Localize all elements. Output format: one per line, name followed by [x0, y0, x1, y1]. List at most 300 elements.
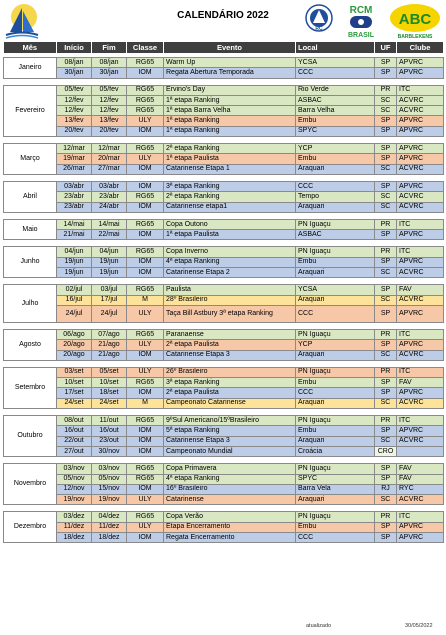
cell-club: ACVRC — [397, 192, 444, 202]
table-row — [4, 68, 444, 78]
month-spacer — [4, 78, 444, 85]
cell-local: PN Iguaçu — [296, 416, 375, 426]
cell-uf: SP — [375, 378, 397, 388]
cell-club: APVRC — [397, 305, 444, 322]
cell-uf: PR — [375, 367, 397, 377]
cell-end: 14/mai — [92, 219, 127, 229]
cell-club: ACVRC — [397, 268, 444, 278]
cell-uf: PR — [375, 416, 397, 426]
cell-event: Catarinense etapa1 — [164, 202, 296, 212]
month-spacer — [4, 212, 444, 219]
cell-start: 23/abr — [57, 192, 92, 202]
cell-uf: SP — [375, 116, 397, 126]
cell-end: 12/fev — [92, 95, 127, 105]
cell-end: 24/abr — [92, 202, 127, 212]
cell-uf: SP — [375, 181, 397, 191]
cell-end: 30/nov — [92, 446, 127, 456]
cell-class: IOM — [127, 388, 164, 398]
cell-event: Paulista — [164, 285, 296, 295]
cell-start: 05/fev — [57, 85, 92, 95]
cell-local: Araquari — [296, 268, 375, 278]
cell-event: 1ª etapa Ranking — [164, 95, 296, 105]
cell-club: APVRC — [397, 144, 444, 154]
table-row — [4, 484, 444, 494]
cell-start: 12/mar — [57, 144, 92, 154]
cell-club: APVRC — [397, 532, 444, 542]
cell-event: Copa Outono — [164, 219, 296, 229]
cell-local: Embu — [296, 116, 375, 126]
cell-class: RG65 — [127, 219, 164, 229]
table-row — [4, 367, 444, 377]
cell-end: 21/ago — [92, 350, 127, 360]
cell-local: ASBAC — [296, 230, 375, 240]
footer-updated-label: atualizado — [306, 623, 332, 629]
cell-end: 30/jan — [92, 68, 127, 78]
table-row — [4, 522, 444, 532]
cell-club: FAV — [397, 464, 444, 474]
cell-uf: SC — [375, 350, 397, 360]
cell-start: 20/ago — [57, 350, 92, 360]
cell-event: 3ª etapa Ranking — [164, 378, 296, 388]
cell-event: 28º Brasileiro — [164, 295, 296, 305]
cell-club: ACVRC — [397, 495, 444, 505]
cell-club: APVRC — [397, 426, 444, 436]
cell-class: IOM — [127, 230, 164, 240]
month-cell: Janeiro — [4, 58, 57, 79]
cell-event: Copa Primavera — [164, 464, 296, 474]
cell-uf: SC — [375, 295, 397, 305]
cell-event: 2ª etapa Paulista — [164, 388, 296, 398]
svg-text:RCM: RCM — [349, 5, 373, 16]
cell-start: 03/set — [57, 367, 92, 377]
cell-local: Embu — [296, 378, 375, 388]
table-row — [4, 378, 444, 388]
cell-end: 23/out — [92, 436, 127, 446]
cell-uf: SC — [375, 436, 397, 446]
table-row — [4, 305, 444, 322]
cell-uf: SP — [375, 340, 397, 350]
table-row — [4, 268, 444, 278]
cell-club: APVRC — [397, 388, 444, 398]
table-row — [4, 116, 444, 126]
cell-end: 04/dez — [92, 512, 127, 522]
table-row — [4, 106, 444, 116]
cell-start: 18/dez — [57, 532, 92, 542]
cell-class: IOM — [127, 436, 164, 446]
cell-local: Araquari — [296, 436, 375, 446]
cell-club: ITC — [397, 329, 444, 339]
cell-local: Araquari — [296, 495, 375, 505]
cell-club — [397, 446, 444, 456]
cell-start: 23/abr — [57, 202, 92, 212]
table-row — [4, 164, 444, 174]
cell-class: RG65 — [127, 58, 164, 68]
month-spacer — [4, 240, 444, 247]
cell-local: YCSA — [296, 58, 375, 68]
cell-event: Taça Bill Astbury 3ª etapa Ranking — [164, 305, 296, 322]
table-row — [4, 512, 444, 522]
table-row — [4, 95, 444, 105]
cell-class: M — [127, 295, 164, 305]
cell-local: Araquari — [296, 164, 375, 174]
cell-local: Araquari — [296, 295, 375, 305]
cell-local: Embu — [296, 154, 375, 164]
cell-local: YCP — [296, 144, 375, 154]
cell-start: 16/out — [57, 426, 92, 436]
cell-uf: PR — [375, 512, 397, 522]
cell-end: 18/dez — [92, 532, 127, 542]
svg-text:BRASIL: BRASIL — [347, 32, 375, 39]
cell-event: Campeonato Mundial — [164, 446, 296, 456]
cell-local: Tempo — [296, 192, 375, 202]
month-spacer — [4, 278, 444, 285]
cell-uf: SP — [375, 285, 397, 295]
table-row — [4, 436, 444, 446]
cell-class: RG65 — [127, 512, 164, 522]
cell-event: Etapa Encerramento — [164, 522, 296, 532]
cell-local: ASBAC — [296, 95, 375, 105]
cell-uf: SC — [375, 95, 397, 105]
cell-uf: SP — [375, 305, 397, 322]
cell-end: 12/fev — [92, 106, 127, 116]
table-row — [4, 154, 444, 164]
cell-event: Catarinense Etapa 1 — [164, 164, 296, 174]
cell-class: RG65 — [127, 192, 164, 202]
cell-class: RG65 — [127, 416, 164, 426]
cell-end: 11/dez — [92, 522, 127, 532]
cell-end: 20/mar — [92, 154, 127, 164]
month-cell: Junho — [4, 247, 57, 278]
cell-class: RG65 — [127, 474, 164, 484]
cell-class: ULY — [127, 116, 164, 126]
abc-emblem-icon — [389, 2, 441, 40]
table-row — [4, 426, 444, 436]
cell-local: Rio Verde — [296, 85, 375, 95]
cell-event: 1ª etapa Paulista — [164, 230, 296, 240]
cell-club: APVRC — [397, 181, 444, 191]
table-header-row — [4, 42, 444, 53]
cell-club: ACVRC — [397, 106, 444, 116]
cell-uf: SP — [375, 68, 397, 78]
cell-event: 5ª etapa Ranking — [164, 426, 296, 436]
table-row — [4, 257, 444, 267]
table-row — [4, 144, 444, 154]
cell-start: 12/fev — [57, 106, 92, 116]
month-spacer — [4, 137, 444, 144]
cell-start: 03/abr — [57, 181, 92, 191]
month-cell: Dezembro — [4, 512, 57, 543]
cell-uf: RJ — [375, 484, 397, 494]
cell-class: RG65 — [127, 329, 164, 339]
cell-uf: SP — [375, 388, 397, 398]
month-cell: Fevereiro — [4, 85, 57, 136]
cell-start: 08/jan — [57, 58, 92, 68]
cell-uf: SP — [375, 144, 397, 154]
cell-event: Ervino's Day — [164, 85, 296, 95]
cell-start: 30/jan — [57, 68, 92, 78]
cell-event: Catarinense Etapa 3 — [164, 436, 296, 446]
table-row — [4, 192, 444, 202]
cell-club: APVRC — [397, 340, 444, 350]
cell-start: 19/mar — [57, 154, 92, 164]
cell-local: YCSA — [296, 285, 375, 295]
page-title: CALENDÁRIO 2022 — [177, 10, 269, 21]
month-cell: Maio — [4, 219, 57, 240]
cell-event: 2ª etapa Paulista — [164, 340, 296, 350]
cell-start: 03/dez — [57, 512, 92, 522]
table-row — [4, 532, 444, 542]
cell-event: 1ª etapa Ranking — [164, 126, 296, 136]
cell-event: Catarinense Etapa 3 — [164, 350, 296, 360]
cell-club: APVRC — [397, 126, 444, 136]
cell-club: FAV — [397, 285, 444, 295]
cell-club: APVRC — [397, 58, 444, 68]
cell-start: 20/ago — [57, 340, 92, 350]
cell-end: 16/out — [92, 426, 127, 436]
cell-end: 05/nov — [92, 474, 127, 484]
cell-class: IOM — [127, 350, 164, 360]
cell-uf: PR — [375, 247, 397, 257]
cell-uf: CRO — [375, 446, 397, 456]
header-uf: UF — [375, 42, 397, 53]
table-row — [4, 340, 444, 350]
cell-class: IOM — [127, 68, 164, 78]
cell-local: Araquari — [296, 350, 375, 360]
cell-local: Embu — [296, 257, 375, 267]
cell-end: 20/fev — [92, 126, 127, 136]
cell-start: 20/fev — [57, 126, 92, 136]
cell-club: ITC — [397, 512, 444, 522]
table-row — [4, 495, 444, 505]
brasil-logo — [340, 2, 382, 40]
cell-club: ITC — [397, 367, 444, 377]
cell-class: IOM — [127, 426, 164, 436]
month-cell: Julho — [4, 285, 57, 323]
cell-start: 04/jun — [57, 247, 92, 257]
cell-club: APVRC — [397, 257, 444, 267]
cell-event: Regata Abertura Temporada — [164, 68, 296, 78]
svg-text:ABC: ABC — [398, 11, 432, 28]
footer-updated-date: 30/05/2022 — [405, 623, 433, 629]
cell-end: 24/set — [92, 398, 127, 408]
cell-event: 4ª etapa Ranking — [164, 257, 296, 267]
cell-uf: SP — [375, 522, 397, 532]
cell-uf: SC — [375, 192, 397, 202]
cell-uf: SP — [375, 58, 397, 68]
cell-start: 11/dez — [57, 522, 92, 532]
cell-uf: PR — [375, 219, 397, 229]
month-spacer — [4, 409, 444, 416]
table-row — [4, 202, 444, 212]
month-spacer — [4, 360, 444, 367]
cell-end: 19/nov — [92, 495, 127, 505]
cell-club: ITC — [397, 416, 444, 426]
cell-class: ULY — [127, 305, 164, 322]
cell-local: PN Iguaçu — [296, 512, 375, 522]
cell-end: 08/jan — [92, 58, 127, 68]
table-row — [4, 398, 444, 408]
cell-start: 10/set — [57, 378, 92, 388]
cell-end: 22/mai — [92, 230, 127, 240]
cell-end: 07/ago — [92, 329, 127, 339]
cell-club: ITC — [397, 219, 444, 229]
cell-club: ACVRC — [397, 295, 444, 305]
cell-end: 17/jul — [92, 295, 127, 305]
svg-text:RC: RC — [315, 26, 323, 32]
month-cell: Outubro — [4, 416, 57, 457]
table-row — [4, 126, 444, 136]
cell-end: 19/jun — [92, 268, 127, 278]
cell-start: 14/mai — [57, 219, 92, 229]
cell-club: ACVRC — [397, 350, 444, 360]
cell-club: ACVRC — [397, 95, 444, 105]
cell-local: YCP — [296, 340, 375, 350]
cell-start: 02/jul — [57, 285, 92, 295]
month-spacer — [4, 505, 444, 512]
cell-start: 27/out — [57, 446, 92, 456]
cell-uf: PR — [375, 329, 397, 339]
cell-class: RG65 — [127, 106, 164, 116]
cell-local: Croácia — [296, 446, 375, 456]
cell-class: RG65 — [127, 378, 164, 388]
cell-club: FAV — [397, 474, 444, 484]
cell-class: RG65 — [127, 247, 164, 257]
rc-emblem-icon — [305, 3, 333, 33]
cell-event: 4ª etapa Ranking — [164, 474, 296, 484]
cell-start: 06/ago — [57, 329, 92, 339]
star-emblem-icon — [340, 2, 382, 40]
cell-start: 19/nov — [57, 495, 92, 505]
sailing-club-logo — [4, 2, 40, 40]
cell-club: ITC — [397, 247, 444, 257]
cell-club: ACVRC — [397, 202, 444, 212]
table-row — [4, 388, 444, 398]
header-club: Clube — [397, 42, 444, 53]
month-cell: Setembro — [4, 367, 57, 408]
table-row — [4, 247, 444, 257]
cell-class: IOM — [127, 164, 164, 174]
header-event: Evento — [164, 42, 296, 53]
cell-start: 21/mai — [57, 230, 92, 240]
cell-local: PN Iguaçu — [296, 464, 375, 474]
cell-local: Embu — [296, 426, 375, 436]
cell-class: IOM — [127, 532, 164, 542]
cell-end: 03/nov — [92, 464, 127, 474]
cell-event: Campeonato Catarinense — [164, 398, 296, 408]
table-row — [4, 230, 444, 240]
month-cell: Agosto — [4, 329, 57, 360]
cell-end: 03/jul — [92, 285, 127, 295]
cell-club: ITC — [397, 85, 444, 95]
cell-class: RG65 — [127, 464, 164, 474]
cell-end: 10/set — [92, 378, 127, 388]
cell-club: APVRC — [397, 522, 444, 532]
cell-local: PN Iguaçu — [296, 329, 375, 339]
cell-event: 1ª etapa Barra Velha — [164, 106, 296, 116]
header-class: Classe — [127, 42, 164, 53]
header-local: Local — [296, 42, 375, 53]
cell-end: 21/ago — [92, 340, 127, 350]
cell-end: 03/abr — [92, 181, 127, 191]
cell-class: IOM — [127, 257, 164, 267]
cell-event: 3ª etapa Ranking — [164, 181, 296, 191]
table-row — [4, 416, 444, 426]
rc-logo — [305, 3, 333, 33]
table-row — [4, 446, 444, 456]
cell-start: 19/jun — [57, 257, 92, 267]
month-spacer — [4, 174, 444, 181]
cell-start: 03/nov — [57, 464, 92, 474]
cell-local: Araquari — [296, 202, 375, 212]
cell-class: IOM — [127, 202, 164, 212]
cell-local: Araquari — [296, 398, 375, 408]
cell-start: 13/fev — [57, 116, 92, 126]
cell-club: RYC — [397, 484, 444, 494]
cell-end: 04/jun — [92, 247, 127, 257]
cell-start: 05/nov — [57, 474, 92, 484]
cell-end: 05/set — [92, 367, 127, 377]
cell-end: 19/jun — [92, 257, 127, 267]
cell-uf: SP — [375, 126, 397, 136]
month-spacer — [4, 457, 444, 464]
cell-start: 12/fev — [57, 95, 92, 105]
table-row — [4, 285, 444, 295]
cell-uf: SP — [375, 532, 397, 542]
cell-start: 17/set — [57, 388, 92, 398]
cell-uf: SP — [375, 257, 397, 267]
cell-local: Barra Vela — [296, 484, 375, 494]
cell-class: IOM — [127, 126, 164, 136]
cell-class: IOM — [127, 484, 164, 494]
table-row — [4, 85, 444, 95]
cell-end: 05/fev — [92, 85, 127, 95]
cell-event: Catarinense Etapa 2 — [164, 268, 296, 278]
cell-event: Catarinense — [164, 495, 296, 505]
cell-class: M — [127, 398, 164, 408]
cell-local: CCC — [296, 388, 375, 398]
cell-class: RG65 — [127, 95, 164, 105]
cell-local: SPYC — [296, 126, 375, 136]
cell-event: 26º Brasileiro — [164, 367, 296, 377]
cell-uf: SP — [375, 464, 397, 474]
cell-uf: SC — [375, 398, 397, 408]
cell-event: Copa Verão — [164, 512, 296, 522]
month-spacer — [4, 322, 444, 329]
cell-end: 12/mar — [92, 144, 127, 154]
cell-uf: SP — [375, 426, 397, 436]
cell-start: 24/jul — [57, 305, 92, 322]
cell-end: 18/set — [92, 388, 127, 398]
header-bar — [0, 0, 446, 43]
cell-end: 24/jul — [92, 305, 127, 322]
calendar-table — [3, 42, 444, 543]
cell-event: Paranaense — [164, 329, 296, 339]
table-row — [4, 295, 444, 305]
cell-start: 16/jul — [57, 295, 92, 305]
table-row — [4, 58, 444, 68]
cell-start: 26/mar — [57, 164, 92, 174]
cell-uf: SC — [375, 268, 397, 278]
cell-event: Regata Encerramento — [164, 532, 296, 542]
cell-end: 15/nov — [92, 484, 127, 494]
header-month: Mês — [4, 42, 57, 53]
cell-class: IOM — [127, 181, 164, 191]
cell-end: 11/out — [92, 416, 127, 426]
cell-club: ACVRC — [397, 398, 444, 408]
cell-local: Embu — [296, 522, 375, 532]
cell-club: ACVRC — [397, 436, 444, 446]
table-row — [4, 181, 444, 191]
